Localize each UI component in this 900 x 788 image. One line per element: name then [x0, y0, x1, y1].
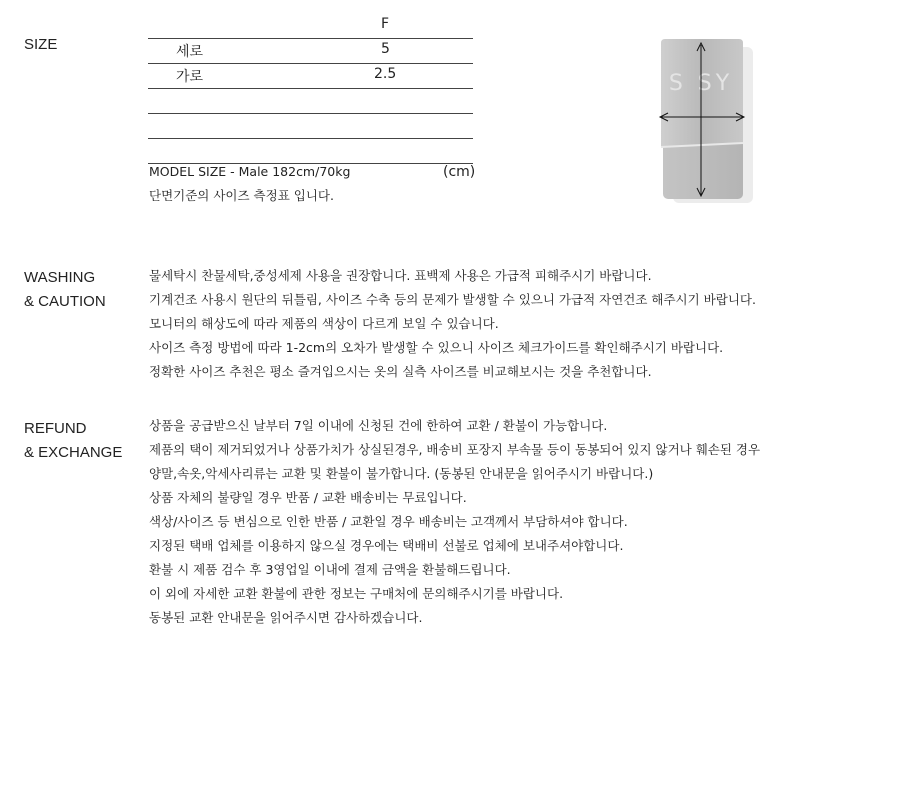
- size-row-height: [148, 39, 473, 64]
- size-column-header: F: [381, 16, 390, 32]
- washing-line: 정확한 사이즈 추천은 평소 즐겨입으시는 옷의 실측 사이즈를 비교해보시는 것을 추천합니다.: [149, 364, 652, 379]
- size-row-label: 가로: [176, 69, 204, 85]
- washing-title: [24, 266, 106, 314]
- size-note: 단면기준의 사이즈 측정표 입니다.: [149, 188, 334, 203]
- refund-line: 상품을 공급받으신 날부터 7일 이내에 신청된 건에 한하여 교환 / 환불이 가능합니다.: [149, 418, 608, 433]
- size-row-label: 세로: [176, 44, 204, 60]
- refund-line: 색상/사이즈 등 변심으로 인한 반품 / 교환일 경우 배송비는 고객께서 부담하셔야 합니다.: [149, 514, 628, 529]
- refund-title-line1: REFUND: [24, 420, 87, 437]
- engraving-text: S SY: [668, 71, 734, 96]
- washing-line: 모니터의 해상도에 따라 제품의 색상이 다르게 보일 수 있습니다.: [149, 316, 499, 331]
- refund-line: 상품 자체의 불량일 경우 반품 / 교환 배송비는 무료입니다.: [149, 490, 467, 505]
- money-clip-image: [655, 35, 765, 210]
- size-title-text: SIZE: [24, 36, 58, 53]
- washing-line: 물세탁시 찬물세탁,중성세제 사용을 권장합니다. 표백제 사용은 가급적 피해주시기 바랍니다.: [149, 268, 652, 283]
- refund-line: 제품의 택이 제거되었거나 상품가치가 상실된경우, 배송비 포장지 부속물 등이 동봉되어 있지 않거나 훼손된 경우: [149, 442, 761, 457]
- refund-line: 환불 시 제품 검수 후 3영업일 이내에 결제 금액을 환불해드립니다.: [149, 562, 511, 577]
- size-table: [148, 14, 473, 164]
- washing-line: 기계건조 사용시 원단의 뒤틀림, 사이즈 수축 등의 문제가 발생할 수 있으니 가급적 자연건조 해주시기 바랍니다.: [149, 292, 756, 307]
- size-row-value: 5: [381, 41, 390, 57]
- washing-title-line2: & CAUTION: [24, 293, 106, 310]
- refund-line: 이 외에 자세한 교환 환불에 관한 정보는 구매처에 문의해주시기를 바랍니다.: [149, 586, 564, 601]
- size-title: [24, 33, 57, 57]
- washing-title-line1: WASHING: [24, 269, 96, 286]
- refund-title: [24, 417, 122, 465]
- refund-title-line2: & EXCHANGE: [24, 444, 123, 461]
- model-size-text: MODEL SIZE - Male 182cm/70kg: [149, 164, 351, 179]
- refund-line: 양말,속옷,악세사리류는 교환 및 환불이 불가합니다. (동봉된 안내문을 읽어주시기 바랍니다.): [149, 466, 654, 481]
- refund-exchange-text: [149, 414, 760, 630]
- size-row-width: [148, 64, 473, 89]
- size-row-empty: [148, 139, 473, 164]
- washing-line: 사이즈 측정 방법에 따라 1-2cm의 오차가 발생할 수 있으니 사이즈 체크가이드를 확인해주시기 바랍니다.: [149, 340, 724, 355]
- size-row-empty: [148, 114, 473, 139]
- size-table-header: [148, 14, 473, 39]
- size-row-empty: [148, 89, 473, 114]
- unit-label: (cm): [443, 164, 476, 180]
- refund-line: 동봉된 교환 안내문을 읽어주시면 감사하겠습니다.: [149, 610, 423, 625]
- washing-caution-text: [149, 264, 756, 384]
- refund-line: 지정된 택배 업체를 이용하지 않으실 경우에는 택배비 선불로 업체에 보내주셔야합니다.: [149, 538, 624, 553]
- size-row-value: 2.5: [374, 66, 397, 82]
